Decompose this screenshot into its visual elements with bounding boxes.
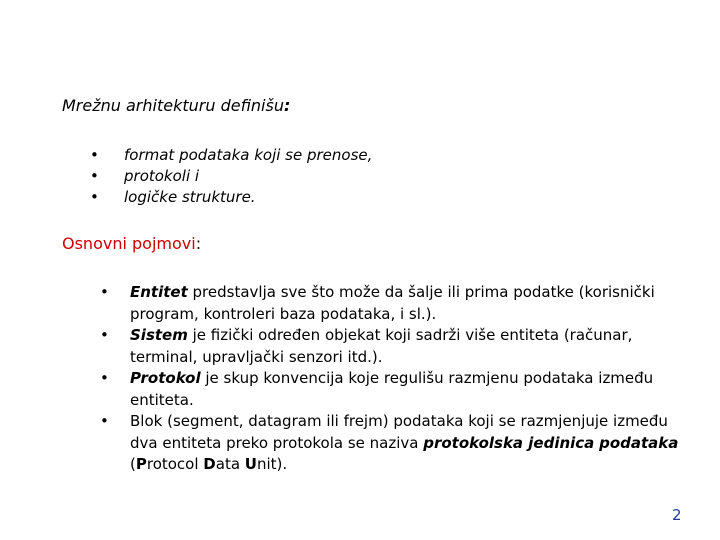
definition-list <box>90 145 372 208</box>
definition-list-item <box>90 187 372 208</box>
term-item-sistem <box>100 325 700 368</box>
definition-heading-text: Mrežnu arhitekturu definišu <box>62 96 284 115</box>
definition-item-text: format podataka koji se prenose, <box>124 146 373 164</box>
bullet: • <box>90 188 99 206</box>
definition-list-item <box>90 145 372 166</box>
definition-list-item <box>90 166 372 187</box>
term-description: ( <box>130 455 136 473</box>
term-item-protokol <box>100 368 700 411</box>
term-label: Protokol <box>130 369 201 387</box>
definition-item-text: protokoli i <box>124 167 200 185</box>
basic-terms-heading-colon: : <box>195 234 202 253</box>
bullet: • <box>90 146 99 164</box>
term-label: Sistem <box>130 326 188 344</box>
basic-terms-heading-text: Osnovni pojmovi <box>62 234 196 253</box>
term-label: podataka <box>599 433 679 452</box>
acronym-letter: D <box>203 455 216 473</box>
bullet: • <box>100 369 109 387</box>
acronym-letter: P <box>135 455 147 473</box>
bullet: • <box>90 167 99 185</box>
definition-heading-colon: : <box>283 96 291 115</box>
bullet: • <box>100 283 109 301</box>
term-label: protokolska jedinica <box>423 433 595 452</box>
term-description: je skup konvencija koje regulišu razmjenu podataka između entiteta. <box>130 369 654 409</box>
bullet: • <box>100 412 109 430</box>
term-label: Entitet <box>130 283 188 301</box>
definition-item-text: logičke strukture. <box>124 188 256 206</box>
definition-heading <box>62 96 290 115</box>
term-description: Blok (segment, datagram ili frejm) podataka koji se razmjenjuje između dva entiteta preko protokola se naziva <box>130 412 668 452</box>
bullet: • <box>100 326 109 344</box>
basic-terms-list <box>100 282 700 476</box>
term-description: rotocol <box>146 455 204 473</box>
term-description: ata <box>215 455 245 473</box>
term-item-entitet <box>100 282 700 325</box>
page-number: 2 <box>672 506 682 524</box>
term-description: nit). <box>256 455 288 473</box>
term-item-pdu <box>100 411 700 476</box>
term-description: je fizički određen objekat koji sadrži više entiteta (računar, terminal, upravljački senzori itd.). <box>130 326 633 366</box>
acronym-letter: U <box>244 455 257 473</box>
term-description: predstavlja sve što može da šalje ili prima podatke (korisnički program, kontroleri baza podataka, i sl.). <box>130 283 655 323</box>
basic-terms-heading <box>62 234 201 253</box>
